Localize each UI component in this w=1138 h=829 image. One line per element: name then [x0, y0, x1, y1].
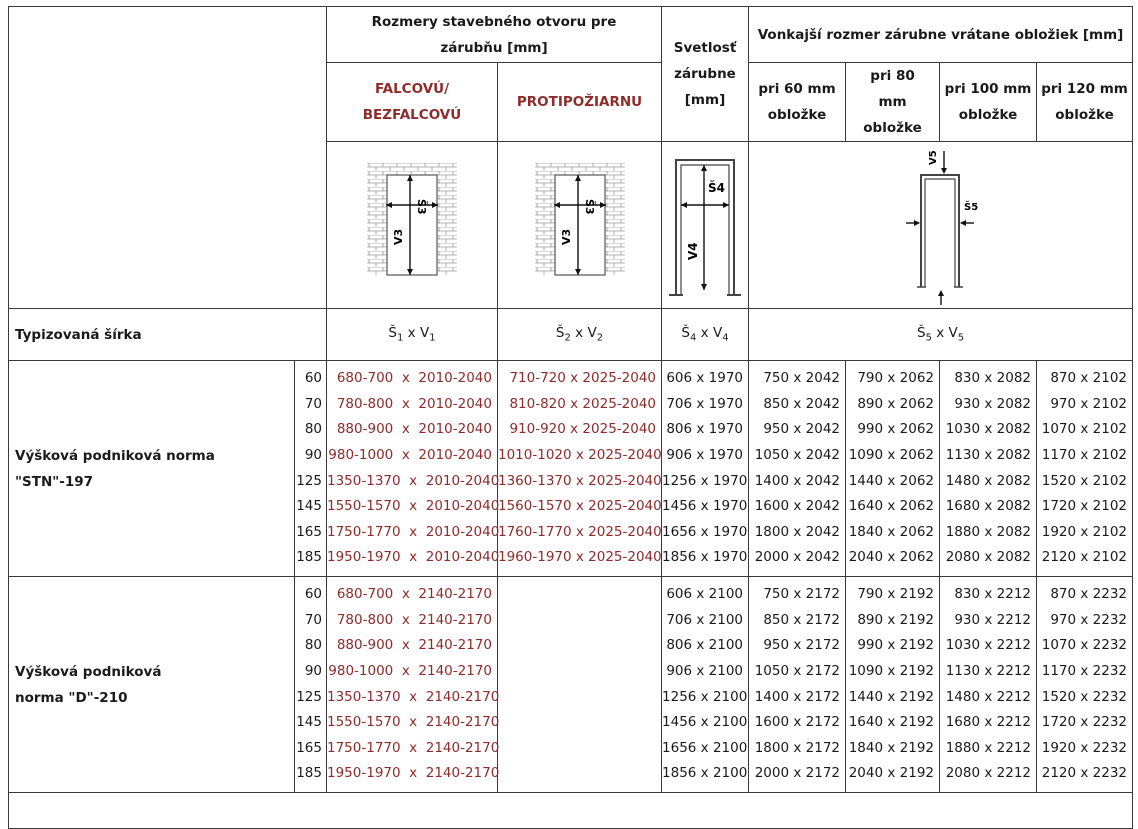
table-cell: 1950-1970 x 2010-2040 [327, 549, 500, 566]
table-cell: 706 x 1970 [666, 395, 744, 412]
table-cell: 980-1000 x 2010-2040 [328, 446, 492, 463]
table-cell: 1400 x 2172 [754, 688, 841, 705]
table-cell: 1600 x 2172 [754, 714, 841, 731]
vonkajsi-diagram-cell [749, 142, 1133, 309]
table-cell: 830 x 2082 [954, 370, 1032, 387]
table-cell: 890 x 2192 [857, 611, 935, 628]
stn-obl120-values [1037, 361, 1133, 577]
table-cell: 906 x 1970 [666, 446, 744, 463]
table-cell: 60 [304, 586, 322, 603]
stn-label: Výšková podniková norma "STN"-197 [9, 361, 295, 577]
table-cell: 870 x 2232 [1050, 586, 1128, 603]
table-cell: 185 [296, 549, 322, 566]
wall-opening-diagram [362, 155, 462, 295]
table-cell: 1760-1770 x 2025-2040 [498, 523, 662, 540]
table-cell: 830 x 2212 [954, 586, 1032, 603]
stn-falc-values [327, 361, 498, 577]
table-cell: 750 x 2172 [763, 586, 841, 603]
table-cell: 806 x 1970 [666, 421, 744, 438]
table-cell: 1640 x 2062 [848, 498, 935, 515]
table-cell: 810-820 x 2025-2040 [509, 395, 657, 412]
d210-falc-values [327, 577, 498, 793]
table-cell: 706 x 2100 [666, 611, 744, 628]
table-cell: 680-700 x 2140-2170 [336, 586, 492, 603]
table-cell: 780-800 x 2010-2040 [336, 395, 492, 412]
table-cell: 890 x 2062 [857, 395, 935, 412]
table-cell: 1130 x 2212 [945, 662, 1032, 679]
table-cell: 90 [304, 446, 322, 463]
d210-obl120-values [1037, 577, 1133, 793]
table-cell: 1480 x 2082 [945, 472, 1032, 489]
table-cell: 1010-1020 x 2025-2040 [498, 446, 662, 463]
table-cell: 145 [296, 498, 322, 515]
stn-proti-values [498, 361, 662, 577]
stn-section [9, 361, 1133, 577]
table-cell: 1050 x 2172 [754, 662, 841, 679]
vonkajsi-header: Vonkajší rozmer zárubne vrátane obložiek [mm] [749, 7, 1133, 63]
table-cell: 1560-1570 x 2025-2040 [498, 498, 662, 515]
table-cell: 1070 x 2232 [1041, 637, 1128, 654]
table-cell: 780-800 x 2140-2170 [336, 611, 492, 628]
obl60-header: pri 60 mm obložke [749, 63, 846, 142]
table-cell: 1640 x 2192 [848, 714, 935, 731]
table-cell: 1950-1970 x 2140-2170 [327, 765, 500, 782]
table-cell: 880-900 x 2140-2170 [336, 637, 492, 654]
table-cell: 1550-1570 x 2010-2040 [327, 498, 500, 515]
table-cell: 1720 x 2102 [1041, 498, 1128, 515]
table-cell: 1170 x 2102 [1041, 446, 1128, 463]
table-cell: 1856 x 2100 [662, 765, 748, 782]
table-cell: 1130 x 2082 [945, 446, 1032, 463]
table-cell: 1920 x 2102 [1041, 523, 1128, 540]
table-cell: 1520 x 2232 [1041, 688, 1128, 705]
table-cell: 980-1000 x 2140-2170 [328, 662, 492, 679]
table-cell: 185 [296, 765, 322, 782]
s4-label: Š4 [708, 181, 726, 195]
proti-diagram-cell [498, 142, 662, 309]
table-cell: 870 x 2102 [1050, 370, 1128, 387]
table-cell: 950 x 2042 [763, 421, 841, 438]
table-cell: 1880 x 2212 [945, 739, 1032, 756]
table-cell: 80 [304, 637, 322, 654]
table-cell: 1800 x 2042 [754, 523, 841, 540]
table-cell: 1840 x 2062 [848, 523, 935, 540]
s5-label: Š5 [963, 202, 978, 213]
table-cell: 606 x 2100 [666, 586, 744, 603]
table-cell: 1680 x 2212 [945, 714, 1032, 731]
table-cell: 1840 x 2192 [848, 739, 935, 756]
d210-obl100-values [940, 577, 1037, 793]
table-cell: 2080 x 2212 [945, 765, 1032, 782]
table-cell: 125 [296, 688, 322, 705]
table-cell: 906 x 2100 [666, 662, 744, 679]
falc-diagram-cell [327, 142, 498, 309]
obl120-header: pri 120 mm obložke [1037, 63, 1133, 142]
table-cell: 1090 x 2062 [848, 446, 935, 463]
table-cell: 1350-1370 x 2010-2040 [327, 472, 500, 489]
corner-cell [9, 7, 327, 309]
table-cell: 2120 x 2232 [1041, 765, 1128, 782]
footer-row [9, 793, 1133, 829]
table-cell: 1750-1770 x 2010-2040 [327, 523, 500, 540]
table-cell: 710-720 x 2025-2040 [509, 370, 657, 387]
format-s1-v1: $Š_1$ x $V_1$ [327, 309, 498, 361]
table-cell: 970 x 2232 [1050, 611, 1128, 628]
v4-label: V4 [686, 242, 701, 260]
table-cell: 70 [304, 611, 322, 628]
table-cell: 1656 x 1970 [662, 523, 748, 540]
d210-obl80-values [846, 577, 940, 793]
table-cell: 1440 x 2192 [848, 688, 935, 705]
table-cell: 930 x 2212 [954, 611, 1032, 628]
typ-row-label: Typizovaná šírka [9, 309, 327, 361]
table-cell: 165 [296, 739, 322, 756]
table-cell: 2040 x 2192 [848, 765, 935, 782]
table-cell: 1350-1370 x 2140-2170 [327, 688, 500, 705]
v5-label: V5 [927, 150, 939, 165]
proti-header: PROTIPOŽIARNU [498, 63, 662, 142]
v3-label: V3 [559, 228, 573, 245]
stn-svetlost-values [662, 361, 749, 577]
svetlost-header: Svetlosť zárubne [mm] [662, 7, 749, 142]
table-cell: 1256 x 1970 [662, 472, 748, 489]
table-cell: 880-900 x 2010-2040 [336, 421, 492, 438]
table-cell: 1550-1570 x 2140-2170 [327, 714, 500, 731]
stn-obl80-values [846, 361, 940, 577]
table-cell: 970 x 2102 [1050, 395, 1128, 412]
svetlost-diagram-cell [662, 142, 749, 309]
table-cell: 70 [304, 395, 322, 412]
d210-svetlost-values [662, 577, 749, 793]
table-cell: 1170 x 2232 [1041, 662, 1128, 679]
table-cell: 1456 x 1970 [662, 498, 748, 515]
table-cell: 1520 x 2102 [1041, 472, 1128, 489]
stn-obl60-values [749, 361, 846, 577]
d210-obl60-values [749, 577, 846, 793]
v3-label: V3 [392, 228, 405, 245]
table-cell: 1030 x 2082 [945, 421, 1032, 438]
format-s4-v4: $Š_4$ x $V_4$ [662, 309, 749, 361]
table-cell: 60 [304, 370, 322, 387]
table-cell: 165 [296, 523, 322, 540]
table-cell: 1480 x 2212 [945, 688, 1032, 705]
d210-proti-empty [498, 577, 662, 793]
table-cell: 125 [296, 472, 322, 489]
table-cell: 145 [296, 714, 322, 731]
d210-label: Výšková podniková norma "D"-210 [9, 577, 295, 793]
obl100-header: pri 100 mm obložke [940, 63, 1037, 142]
d210-widths [295, 577, 327, 793]
format-s5-v5: $Š_5$ x $V_5$ [749, 309, 1133, 361]
falc-header: FALCOVÚ/ BEZFALCOVÚ [327, 63, 498, 142]
table-cell: 1750-1770 x 2140-2170 [327, 739, 500, 756]
table-cell: 1090 x 2192 [848, 662, 935, 679]
table-cell: 680-700 x 2010-2040 [336, 370, 492, 387]
table-cell: 930 x 2082 [954, 395, 1032, 412]
stn-widths [295, 361, 327, 577]
wall-opening-diagram [530, 155, 630, 295]
table-cell: 1360-1370 x 2025-2040 [498, 472, 662, 489]
stn-obl100-values [940, 361, 1037, 577]
table-cell: 750 x 2042 [763, 370, 841, 387]
table-cell: 1720 x 2232 [1041, 714, 1128, 731]
table-cell: 1050 x 2042 [754, 446, 841, 463]
table-cell: 1880 x 2082 [945, 523, 1032, 540]
table-cell: 1960-1970 x 2025-2040 [498, 549, 662, 566]
table-cell: 850 x 2172 [763, 611, 841, 628]
table-cell: 910-920 x 2025-2040 [509, 421, 657, 438]
table-cell: 1070 x 2102 [1041, 421, 1128, 438]
table-cell: 1030 x 2212 [945, 637, 1032, 654]
table-cell: 1800 x 2172 [754, 739, 841, 756]
table-cell: 806 x 2100 [666, 637, 744, 654]
table-cell: 850 x 2042 [763, 395, 841, 412]
table-cell: 80 [304, 421, 322, 438]
table-cell: 790 x 2192 [857, 586, 935, 603]
s3-label: Š3 [415, 199, 428, 215]
table-cell: 2040 x 2062 [848, 549, 935, 566]
frame-outer-diagram [886, 145, 996, 305]
obl80-header: pri 80 mm obložke [846, 63, 940, 142]
table-cell: 2000 x 2172 [754, 765, 841, 782]
table-cell: 1920 x 2232 [1041, 739, 1128, 756]
table-cell: 1656 x 2100 [662, 739, 748, 756]
table-cell: 1256 x 2100 [662, 688, 748, 705]
table-cell: 1400 x 2042 [754, 472, 841, 489]
door-frame-dimensions-table [8, 6, 1133, 829]
table-cell: 990 x 2062 [857, 421, 935, 438]
s3-label: Š3 [582, 199, 596, 215]
table-cell: 1440 x 2062 [848, 472, 935, 489]
table-cell: 1456 x 2100 [662, 714, 748, 731]
table-cell: 90 [304, 662, 322, 679]
format-s2-v2: $Š_2$ x $V_2$ [498, 309, 662, 361]
d210-section [9, 577, 1133, 793]
table-cell: 790 x 2062 [857, 370, 935, 387]
frame-opening-diagram [664, 150, 746, 300]
table-cell: 950 x 2172 [763, 637, 841, 654]
table-cell: 2120 x 2102 [1041, 549, 1128, 566]
table-cell: 1600 x 2042 [754, 498, 841, 515]
table-cell: 1856 x 1970 [662, 549, 748, 566]
table-cell: 606 x 1970 [666, 370, 744, 387]
opening-header: Rozmery stavebného otvoru pre zárubňu [mm] [327, 7, 662, 63]
table-cell: 2000 x 2042 [754, 549, 841, 566]
table-cell: 2080 x 2082 [945, 549, 1032, 566]
table-cell: 1680 x 2082 [945, 498, 1032, 515]
table-cell: 990 x 2192 [857, 637, 935, 654]
